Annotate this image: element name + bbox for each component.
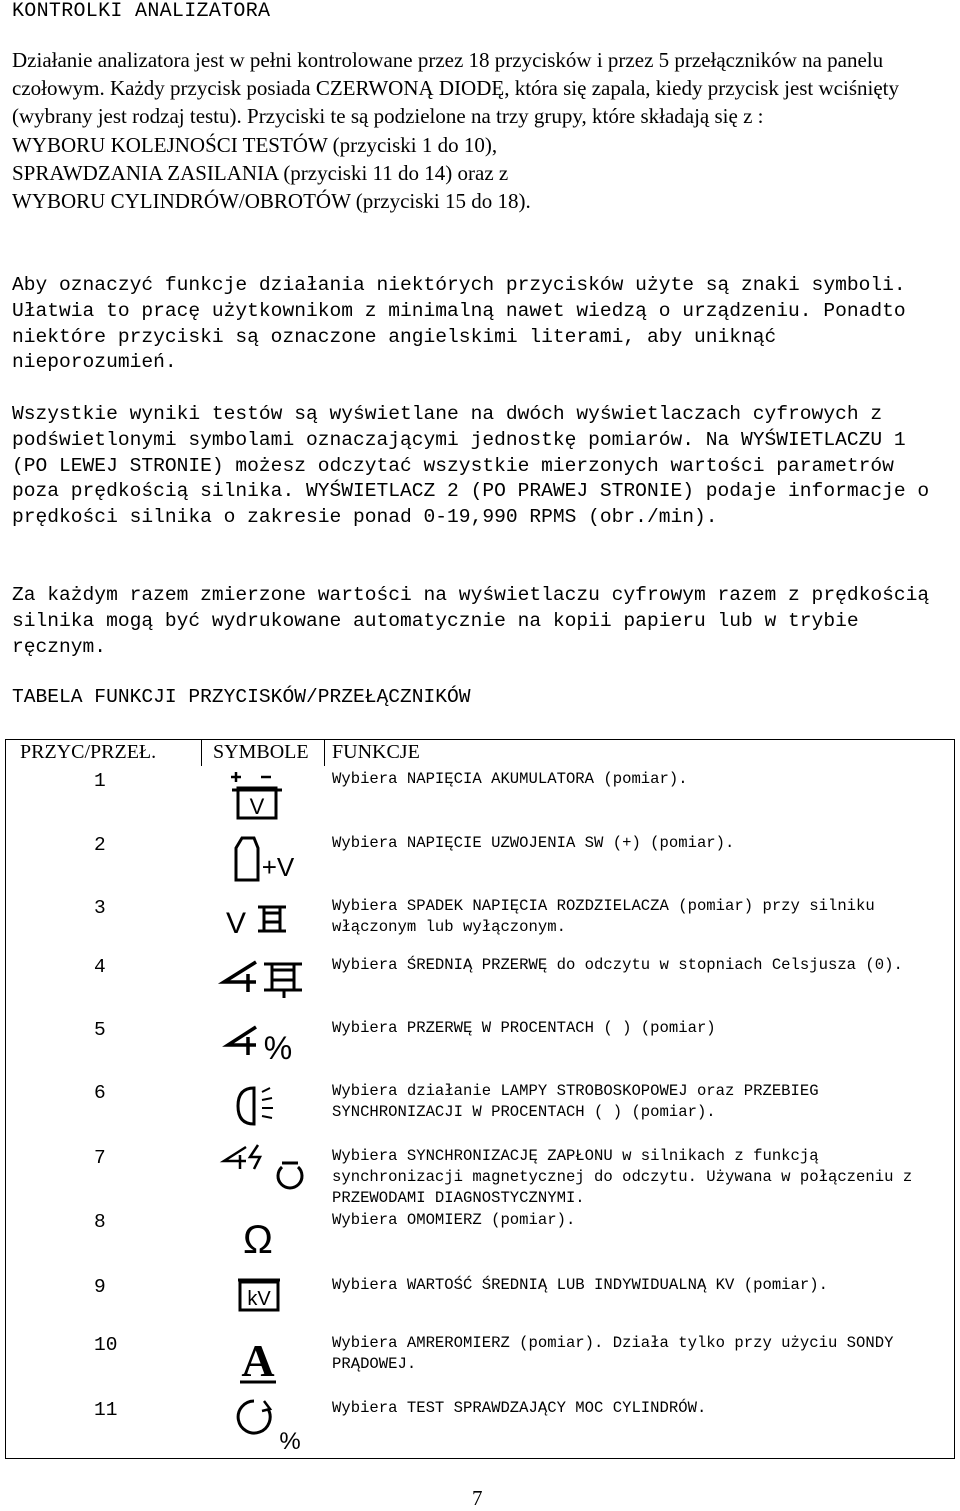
row-number: 6 bbox=[94, 1082, 106, 1104]
table-title: TABELA FUNKCJI PRZYCISKÓW/PRZEŁĄCZNIKÓW bbox=[12, 686, 471, 708]
svg-text:%: % bbox=[263, 1030, 293, 1066]
row-function: Wybiera WARTOŚĆ ŚREDNIĄ LUB INDYWIDUALNĄ KV (pomiar). bbox=[332, 1276, 828, 1294]
header-button: PRZYC/PRZEŁ. bbox=[20, 741, 157, 763]
row-function: Wybiera SYNCHRONIZACJĘ ZAPŁONU w silnikach z funkcją synchronizacji magnetycznej do odczytu. Używana w połączeniu z PRZEWODAMI DIAGNOSTYCZNYMI. bbox=[332, 1147, 913, 1207]
dwell-angle-icon bbox=[218, 956, 318, 1008]
printing-paragraph: Za każdym razem zmierzone wartości na wyświetlaczu cyfrowym razem z prędkością silnika mogą być wydrukowane automatycznie na kopii papieru lub w trybie ręcznym. bbox=[12, 584, 930, 658]
row-function: Wybiera ŚREDNIĄ PRZERWĘ do odczytu w stopniach Celsjusza (0). bbox=[332, 956, 903, 974]
svg-text:V: V bbox=[249, 794, 265, 819]
row-function: Wybiera NAPIĘCIE UZWOJENIA SW (+) (pomiar). bbox=[332, 834, 735, 852]
ignition-sync-icon bbox=[218, 1143, 318, 1195]
row-number: 11 bbox=[94, 1399, 118, 1421]
row-function: Wybiera AMREROMIERZ (pomiar). Działa tylko przy użyciu SONDY PRĄDOWEJ. bbox=[332, 1334, 894, 1373]
ammeter-icon bbox=[218, 1332, 318, 1384]
svg-text:Ω: Ω bbox=[243, 1218, 273, 1262]
row-number: 8 bbox=[94, 1211, 106, 1233]
intro-text: Działanie analizatora jest w pełni kontrolowane przez 18 przycisków i przez 5 przełączników na panelu czołowym. Każdy przycisk posiada CZERWONĄ DIODĘ, która się zapala, kiedy przycisk jest wciśnięty (wybrany jest rodzaj testu). Przyciski te są podzielone na trzy grupy, które składają się z : bbox=[12, 48, 900, 129]
dwell-percent-icon bbox=[218, 1019, 318, 1071]
row-number: 5 bbox=[94, 1019, 106, 1041]
svg-text:V: V bbox=[225, 907, 247, 940]
row-number: 9 bbox=[94, 1276, 106, 1298]
distributor-voltage-drop-icon bbox=[218, 897, 318, 949]
svg-text:%: % bbox=[279, 1428, 301, 1455]
page-heading: KONTROLKI ANALIZATORA bbox=[12, 0, 271, 23]
svg-text:A: A bbox=[241, 1335, 275, 1386]
header-symbols: SYMBOLE bbox=[213, 741, 309, 763]
page-number: 7 bbox=[472, 1486, 483, 1510]
battery-voltage-icon bbox=[218, 768, 318, 820]
coil-voltage-icon bbox=[218, 830, 318, 882]
row-function: Wybiera NAPIĘCIA AKUMULATORA (pomiar). bbox=[332, 770, 688, 788]
row-number: 7 bbox=[94, 1147, 106, 1169]
row-number: 4 bbox=[94, 956, 106, 978]
svg-text:kV: kV bbox=[247, 1288, 271, 1310]
row-function: Wybiera SPADEK NAPIĘCIA ROZDZIELACZA (pomiar) przy silniku włączonym lub wyłączonym. bbox=[332, 897, 875, 936]
cylinder-power-icon bbox=[218, 1397, 318, 1455]
group-1-line: WYBORU KOLEJNOŚCI TESTÓW (przyciski 1 do 10), bbox=[12, 132, 498, 157]
group-2-line: SPRAWDZANIA ZASILANIA (przyciski 11 do 14) oraz z bbox=[12, 160, 509, 185]
row-number: 1 bbox=[94, 770, 106, 792]
row-number: 2 bbox=[94, 834, 106, 856]
row-number: 10 bbox=[94, 1334, 118, 1356]
row-function: Wybiera OMOMIERZ (pomiar). bbox=[332, 1211, 576, 1229]
group-3-line: WYBORU CYLINDRÓW/OBROTÓW (przyciski 15 do 18). bbox=[12, 189, 531, 214]
svg-text:+V: +V bbox=[261, 852, 295, 882]
displays-paragraph: Wszystkie wyniki testów są wyświetlane na dwóch wyświetlaczach cyfrowych z podświetlonymi symbolami oznaczającymi jednostkę pomiarów. Na WYŚWIETLACZU 1 (PO LEWEJ STRONIE) możesz odczytać wszystkie mierzonych wartości parametrów poza prędkością silnika. WYŚWIETLACZ 2 (PO PRAWEJ STRONIE) podaje informacje o prędkości silnika o zakresie ponad 0-19,990 RPMS (obr./min). bbox=[12, 403, 930, 529]
strobe-lamp-icon bbox=[218, 1080, 318, 1132]
row-function: Wybiera PRZERWĘ W PROCENTACH ( ) (pomiar) bbox=[332, 1019, 716, 1037]
intro-paragraph bbox=[12, 46, 952, 215]
function-table bbox=[5, 739, 955, 1459]
symbols-paragraph: Aby oznaczyć funkcje działania niektórych przycisków użyte są znaki symboli. Ułatwia to pracę użytkownikom z minimalną nawet wiedzą o urządzeniu. Ponadto niektóre przyciski są oznaczone angielskimi literami, aby uniknąć nieporozumień. bbox=[12, 274, 906, 374]
row-function: Wybiera działanie LAMPY STROBOSKOPOWEJ oraz PRZEBIEG SYNCHRONIZACJI W PROCENTACH ( ) (pomiar). bbox=[332, 1082, 819, 1121]
row-number: 3 bbox=[94, 897, 106, 919]
kv-icon bbox=[218, 1276, 318, 1328]
ohm-icon bbox=[218, 1209, 318, 1261]
row-function: Wybiera TEST SPRAWDZAJĄCY MOC CYLINDRÓW. bbox=[332, 1399, 707, 1417]
header-functions: FUNKCJE bbox=[332, 741, 420, 763]
